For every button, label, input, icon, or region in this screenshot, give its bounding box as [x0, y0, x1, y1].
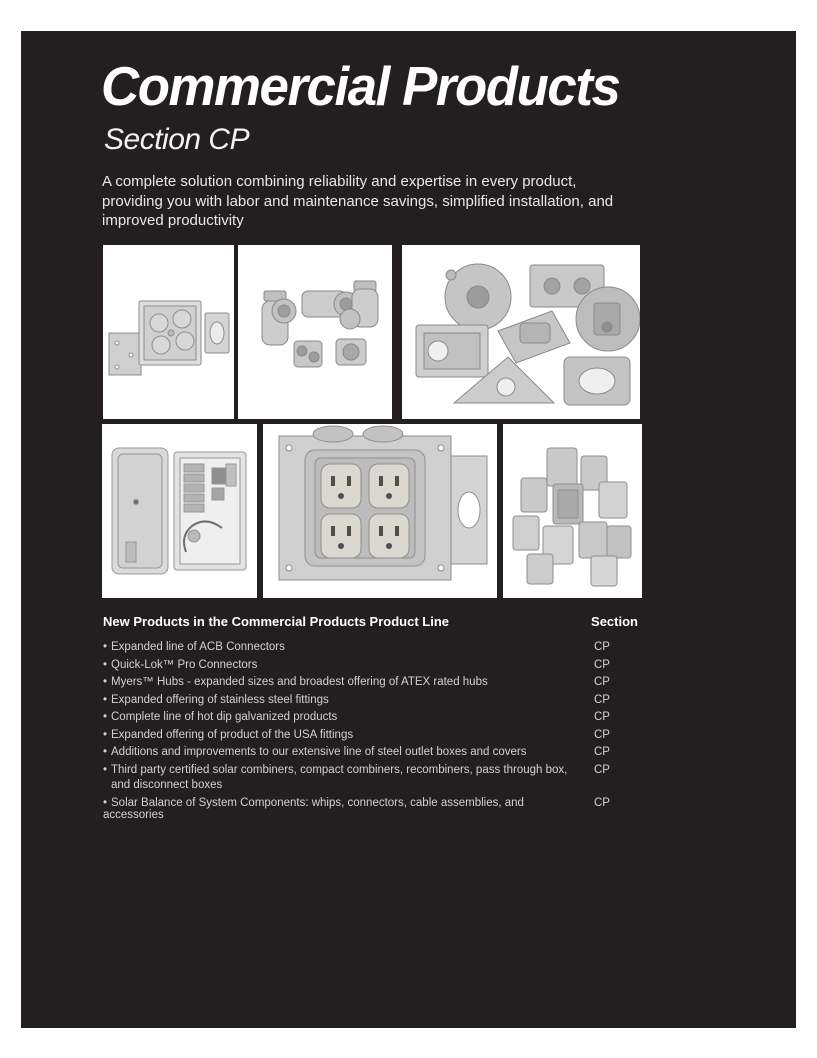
bullet-icon: • — [103, 728, 108, 741]
product-photo-steel-outlet-box — [103, 245, 234, 419]
list-item — [103, 746, 638, 759]
list-item-label: Solar Balance of System Components: whips, connectors, cable assemblies, and accessories — [103, 796, 524, 821]
list-item — [103, 676, 638, 689]
bullet-icon: • — [103, 641, 108, 653]
product-photo-junction-boxes — [503, 424, 642, 598]
open-enclosure-illustration — [102, 424, 257, 598]
page-subtitle: Section CP — [104, 123, 250, 156]
list-item-label: Quick-Lok™ Pro Connectors — [111, 658, 258, 671]
product-photo-conduit-fittings — [238, 245, 392, 419]
bullet-icon: • — [103, 796, 108, 809]
intro-line: providing you with labor and maintenance savings, simplified installation, and — [102, 192, 614, 210]
list-item-section: CP — [594, 746, 610, 758]
bullet-icon: • — [103, 746, 108, 758]
junction-boxes-illustration — [503, 424, 642, 598]
list-item-section: CP — [594, 711, 610, 723]
list-item-label: Myers™ Hubs - expanded sizes and broadest offering of ATEX rated hubs — [111, 676, 488, 688]
weatherproof-boxes-illustration — [402, 245, 640, 419]
list-item-label: Expanded offering of stainless steel fittings — [111, 693, 329, 706]
page-background-panel — [21, 31, 796, 1028]
list-item — [103, 729, 638, 742]
new-products-list — [103, 614, 638, 827]
list-item-section: CP — [594, 763, 610, 776]
list-item-section: CP — [594, 658, 610, 671]
intro-line: A complete solution combining reliability and expertise in every product, — [102, 173, 577, 190]
list-item-label: Additions and improvements to our extensive line of steel outlet boxes and covers — [111, 746, 527, 758]
list-item — [103, 659, 638, 672]
product-photo-open-enclosure — [102, 424, 257, 598]
bullet-icon: • — [103, 693, 108, 706]
list-item-label: Complete line of hot dip galvanized products — [111, 711, 338, 723]
bullet-icon: • — [103, 763, 108, 776]
list-item-section: CP — [594, 728, 610, 741]
intro-paragraph — [102, 172, 662, 231]
conduit-fittings-illustration — [238, 245, 392, 419]
list-item-section: CP — [594, 796, 610, 809]
list-item — [103, 797, 638, 822]
list-item — [103, 694, 638, 707]
bullet-icon: • — [103, 711, 108, 723]
list-item — [103, 711, 638, 724]
list-item-section: CP — [594, 693, 610, 706]
intro-line: improved productivity — [102, 212, 244, 229]
bullet-icon: • — [103, 676, 108, 688]
list-header-title: New Products in the Commercial Products Product Line — [103, 614, 450, 629]
list-item-section: CP — [594, 641, 610, 653]
list-item-label: Third party certified solar combiners, compact combiners, recombiners, pass through box, — [111, 763, 568, 776]
product-photo-receptacle-box — [263, 424, 497, 598]
page-title: Commercial Products — [101, 55, 620, 117]
list-header-section: Section — [591, 614, 638, 629]
bullet-icon: • — [103, 658, 108, 671]
list-header-row — [103, 614, 638, 629]
list-item — [103, 641, 638, 654]
list-item — [103, 764, 638, 792]
receptacle-box-illustration — [263, 424, 497, 598]
list-item-label-continuation: and disconnect boxes — [111, 779, 223, 791]
list-item-section: CP — [594, 676, 610, 688]
list-item-label: Expanded offering of product of the USA fittings — [111, 728, 354, 741]
steel-outlet-box-illustration — [103, 245, 234, 419]
list-item-label: Expanded line of ACB Connectors — [111, 641, 285, 653]
product-photo-weatherproof-boxes — [402, 245, 640, 419]
